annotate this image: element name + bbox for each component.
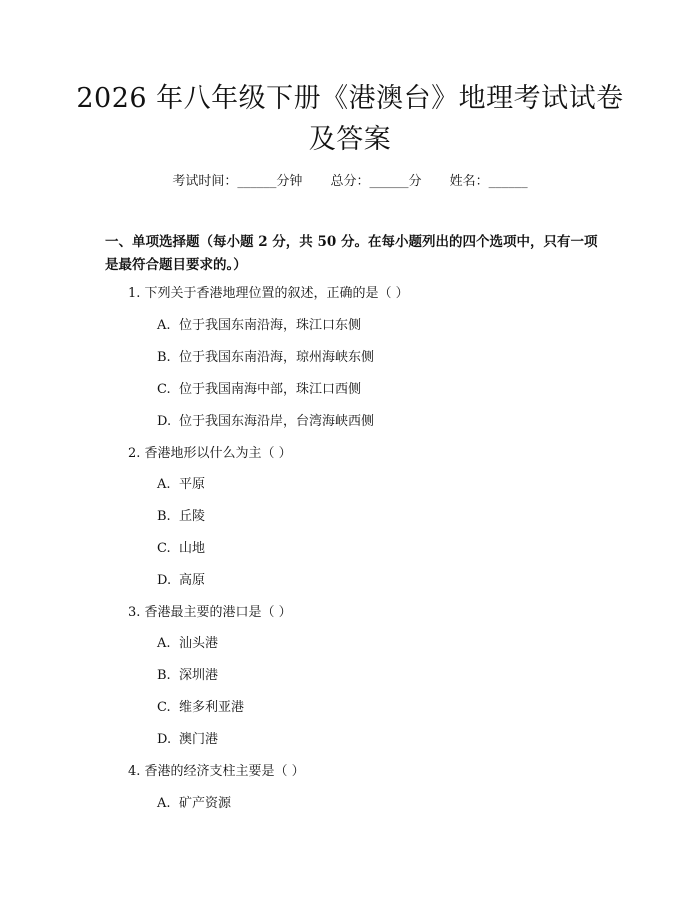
question-1-option-b — [157, 346, 374, 365]
option-text: 澳门港 — [179, 732, 219, 747]
question-2-option-c — [157, 537, 205, 556]
option-letter: A. — [157, 318, 171, 333]
question-3-option-c — [157, 696, 244, 715]
option-letter: D. — [157, 414, 172, 429]
option-letter: B. — [157, 668, 171, 683]
question-1-option-d — [157, 410, 374, 429]
option-text: 位于我国东海沿岸，台湾海峡西侧 — [179, 414, 375, 429]
option-letter: B. — [157, 509, 171, 524]
exam-time-field: 考试时间：______分钟 — [172, 174, 303, 189]
exam-title — [40, 78, 660, 160]
question-1-option-a — [157, 314, 361, 333]
question-4: 4. 香港的经济支柱主要是（ ） — [128, 764, 305, 779]
question-2-option-a — [157, 473, 205, 492]
option-letter: A. — [157, 477, 171, 492]
option-text: 山地 — [179, 541, 206, 556]
question-3: 3. 香港最主要的港口是（ ） — [128, 605, 292, 620]
exam-meta — [0, 170, 700, 189]
question-1-option-c — [157, 378, 361, 397]
option-text: 丘陵 — [179, 509, 206, 524]
option-letter: A. — [157, 796, 171, 811]
option-text: 高原 — [179, 573, 206, 588]
option-letter: D. — [157, 573, 172, 588]
section-heading: 一、单项选择题（每小题 2 分，共 50 分。在每小题列出的四个选项中，只有一项是最符合题目要求的。） — [105, 234, 598, 273]
question-3-option-b — [157, 664, 218, 683]
option-letter: A. — [157, 636, 171, 651]
total-score-field: 总分：______分 — [330, 174, 422, 189]
option-text: 矿产资源 — [179, 796, 232, 811]
title-line-1: 2026 年八年级下册《港澳台》地理考试试卷 — [76, 83, 624, 114]
title-line-2: 及答案 — [308, 124, 392, 155]
option-letter: D. — [157, 732, 172, 747]
question-2-option-d — [157, 569, 205, 588]
option-text: 位于我国东南沿海，琼州海峡东侧 — [179, 350, 375, 365]
option-text: 维多利亚港 — [179, 700, 245, 715]
question-4-option-a — [157, 792, 231, 811]
option-letter: C. — [157, 541, 171, 556]
option-text: 位于我国南海中部，珠江口西侧 — [179, 382, 362, 397]
student-name-field: 姓名：______ — [449, 174, 528, 189]
option-text: 汕头港 — [179, 636, 219, 651]
question-3-option-d — [157, 728, 218, 747]
question-2-option-b — [157, 505, 205, 524]
option-text: 平原 — [179, 477, 206, 492]
option-letter: C. — [157, 382, 171, 397]
question-1: 1. 下列关于香港地理位置的叙述，正确的是（ ） — [128, 286, 409, 301]
question-2: 2. 香港地形以什么为主（ ） — [128, 446, 292, 461]
option-letter: C. — [157, 700, 171, 715]
option-text: 位于我国东南沿海，珠江口东侧 — [179, 318, 362, 333]
option-text: 深圳港 — [179, 668, 219, 683]
option-letter: B. — [157, 350, 171, 365]
question-3-option-a — [157, 632, 218, 651]
